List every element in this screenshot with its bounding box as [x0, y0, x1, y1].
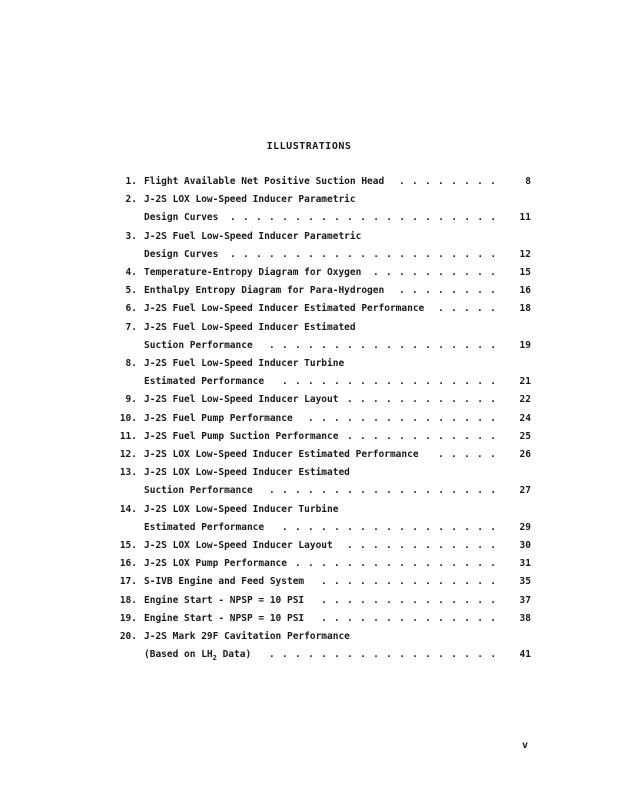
page-number: 38	[519, 612, 531, 624]
illustration-entry-line	[117, 249, 531, 265]
illustration-entry-line	[117, 212, 531, 228]
dot-leader: ..................	[269, 649, 504, 661]
dot-leader: ............	[347, 540, 504, 551]
dot-leader: ...............	[308, 412, 504, 424]
dot-leader: ........	[399, 285, 504, 297]
dot-leader: .................	[282, 521, 504, 533]
figure-number: 15.	[119, 540, 137, 551]
figure-title: Estimated Performance	[144, 376, 265, 388]
dot-leader: .....	[438, 449, 504, 460]
figure-number: 1.	[125, 176, 137, 187]
dot-leader: .....................	[230, 212, 504, 224]
figure-number: 4.	[125, 267, 137, 278]
figure-title: J-2S LOX Low-Speed Inducer Parametric	[144, 194, 356, 206]
figure-number: 18.	[119, 594, 137, 606]
figure-number: 3.	[125, 230, 137, 242]
page-number: 29	[519, 521, 531, 533]
illustration-entry-line	[117, 340, 531, 356]
illustration-entry-line	[117, 413, 531, 429]
figure-title: Estimated Performance	[144, 521, 265, 533]
figure-title: J-2S Fuel Low-Speed Inducer Turbine	[144, 358, 345, 369]
figure-title: J-2S Fuel Pump Suction Performance	[144, 430, 339, 442]
illustration-entry-line	[117, 176, 531, 192]
figure-number: 5.	[125, 285, 137, 297]
figure-title: Engine Start - NPSP = 10 PSI	[144, 612, 305, 624]
illustration-entry-line	[117, 631, 531, 647]
page-number: 41	[519, 649, 531, 661]
illustration-entry-line	[117, 449, 531, 465]
page-number: 18	[519, 303, 531, 315]
figure-number: 7.	[125, 321, 137, 333]
illustration-entry-line	[117, 522, 531, 538]
page-title: ILLUSTRATIONS	[266, 141, 352, 152]
figure-title: J-2S Fuel Low-Speed Inducer Estimated	[144, 321, 356, 333]
illustration-entry-line	[117, 613, 531, 629]
figure-title: J-2S Fuel Pump Performance	[144, 412, 293, 424]
figure-title: J-2S Fuel Low-Speed Inducer Layout	[144, 394, 339, 406]
illustration-entry-line	[117, 649, 531, 665]
figure-title: J-2S Fuel Low-Speed Inducer Estimated Performance	[144, 303, 425, 315]
figure-number: 9.	[125, 394, 137, 406]
page-number: 12	[519, 248, 531, 260]
illustration-entry-line	[117, 194, 531, 210]
figure-title: (Based on $LH_2$ Data)	[144, 649, 252, 663]
dot-leader: ..................	[269, 339, 504, 351]
figure-title: Flight Available Net Positive Suction Head	[144, 176, 385, 187]
figure-number: 8.	[125, 358, 137, 369]
figure-title: Engine Start - NPSP = 10 PSI	[144, 594, 305, 606]
figure-title: J-2S Fuel Low-Speed Inducer Parametric	[144, 230, 362, 242]
figure-title: J-2S LOX Pump Performance	[144, 558, 287, 570]
page-number: 21	[519, 376, 531, 388]
figure-number: 10.	[119, 412, 137, 424]
figure-title: Suction Performance	[144, 339, 253, 351]
page-number-footer: v	[522, 740, 529, 751]
page-number: 26	[519, 449, 531, 460]
page-number: 37	[519, 594, 531, 606]
illustration-entry-line	[117, 467, 531, 483]
page-number: 22	[519, 394, 531, 406]
figure-number: 16.	[119, 558, 137, 570]
illustration-entry-line	[117, 322, 531, 338]
figure-title: J-2S LOX Low-Speed Inducer Estimated	[144, 467, 350, 479]
page-number: 16	[519, 285, 531, 297]
page-number: 24	[519, 412, 531, 424]
illustration-entry-line	[117, 576, 531, 592]
dot-leader: ............	[347, 430, 504, 442]
illustration-entry-line	[117, 267, 531, 283]
dot-leader: ..........	[373, 267, 504, 278]
figure-title: J-2S LOX Low-Speed Inducer Estimated Performance	[144, 449, 419, 460]
page-number: 11	[519, 212, 531, 224]
dot-leader: ................	[295, 558, 504, 570]
illustration-entry-line	[117, 285, 531, 301]
figure-number: 14.	[119, 503, 137, 515]
page-number: 15	[519, 267, 531, 278]
dot-leader: ..............	[321, 594, 504, 606]
figure-number: 20.	[119, 631, 137, 642]
figure-number: 11.	[119, 430, 137, 442]
illustration-entry-line	[117, 394, 531, 410]
dot-leader: ..............	[321, 612, 504, 624]
figure-title: Design Curves	[144, 248, 219, 260]
illustration-entry-line	[117, 595, 531, 611]
page-number: 31	[519, 558, 531, 570]
page-number: 27	[519, 485, 531, 497]
illustration-entry-line	[117, 504, 531, 520]
figure-number: 2.	[125, 194, 137, 206]
figure-title: Design Curves	[144, 212, 219, 224]
figure-number: 6.	[125, 303, 137, 315]
dot-leader: ..............	[321, 576, 504, 588]
figure-number: 12.	[119, 449, 137, 460]
illustration-entry-line	[117, 231, 531, 247]
figure-number: 19.	[119, 612, 137, 624]
illustration-entry-line	[117, 431, 531, 447]
illustration-entry-line	[117, 558, 531, 574]
dot-leader: ........	[399, 176, 504, 187]
figure-title: Suction Performance	[144, 485, 253, 497]
page-number: 30	[519, 540, 531, 551]
dot-leader: .....	[438, 303, 504, 315]
figure-title: S-IVB Engine and Feed System	[144, 576, 305, 588]
dot-leader: ............	[347, 394, 504, 406]
dot-leader: .................	[282, 376, 504, 388]
figure-number: 17.	[119, 576, 137, 588]
figure-title: J-2S Mark 29F Cavitation Performance	[144, 631, 350, 642]
figure-title: J-2S LOX Low-Speed Inducer Turbine	[144, 503, 339, 515]
figure-title: Temperature-Entropy Diagram for Oxygen	[144, 267, 362, 278]
illustration-entry-line	[117, 540, 531, 556]
figure-number: 13.	[119, 467, 137, 479]
dot-leader: .....................	[230, 248, 504, 260]
page-number: 25	[519, 430, 531, 442]
dot-leader: ..................	[269, 485, 504, 497]
page-number: 35	[519, 576, 531, 588]
figure-title: Enthalpy Entropy Diagram for Para-Hydrogen	[144, 285, 385, 297]
illustration-entry-line	[117, 376, 531, 392]
illustration-entry-line	[117, 485, 531, 501]
figure-title: J-2S LOX Low-Speed Inducer Layout	[144, 540, 333, 551]
illustration-entry-line	[117, 303, 531, 319]
page-number: 8	[525, 176, 531, 187]
page-number: 19	[519, 339, 531, 351]
illustration-entry-line	[117, 358, 531, 374]
